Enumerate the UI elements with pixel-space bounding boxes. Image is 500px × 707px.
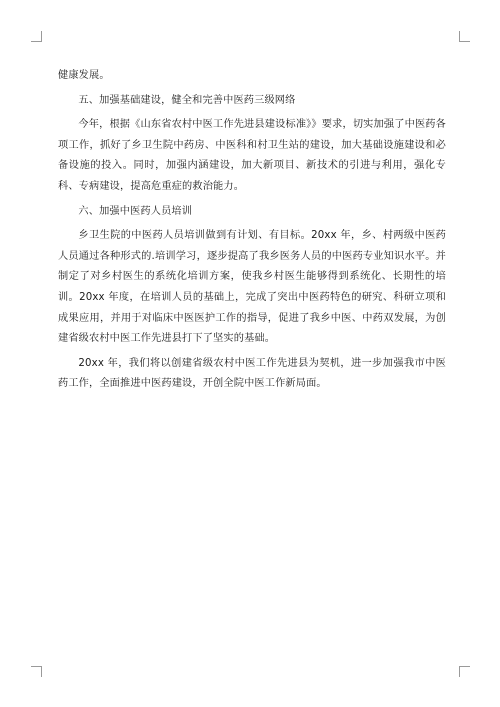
crop-mark-bottom-right xyxy=(459,666,470,677)
paragraph-outlook: 20xx 年，我们将以创建省级农村中医工作先进县为契机，进一步加强我市中医药工作，全面推进中医药建设，开创全院中医工作新局面。 xyxy=(58,357,446,390)
paragraph-infrastructure: 今年，根据《山东省农村中医工作先进县建设标准》》要求，切实加强了中医药各项工作，抓好了乡卫生院中药房、中医科和村卫生站的建设，加大基础设施建设和必备设施的投入。同时，加强内涵建设，加大新项目、新技术的引进与利用，强化专科、专病建设，提高危重症的救治能力。 xyxy=(58,119,446,192)
paragraph-continuation: 健康发展。 xyxy=(58,70,110,81)
section-heading-5: 五、加强基础建设，健全和完善中医药三级网络 xyxy=(78,94,296,106)
document-body xyxy=(58,66,446,395)
paragraph-training: 乡卫生院的中医药人员培训做到有计划、有目标。20xx 年，乡、村两级中医药人员通过各种形式的.培训学习，逐步提高了我乡医务人员的中医药专业知识水平。并制定了对乡村医生的系统化培训方案，使我乡村医生能够得到系统化、长期性的培训。20xx 年度，在培训人员的基础上，完成了突出中医药特色的研究、科研立项和成果应用，并用于对临床中医医护工作的指导，促进了我乡中医、中药双发展，为创建省级农村中医工作先进县打下了坚实的基础。 xyxy=(58,230,446,345)
crop-mark-bottom-left xyxy=(31,666,42,677)
crop-mark-top-left xyxy=(31,31,42,42)
section-heading-6: 六、加强中医药人员培训 xyxy=(78,205,193,217)
crop-mark-top-right xyxy=(459,31,470,42)
